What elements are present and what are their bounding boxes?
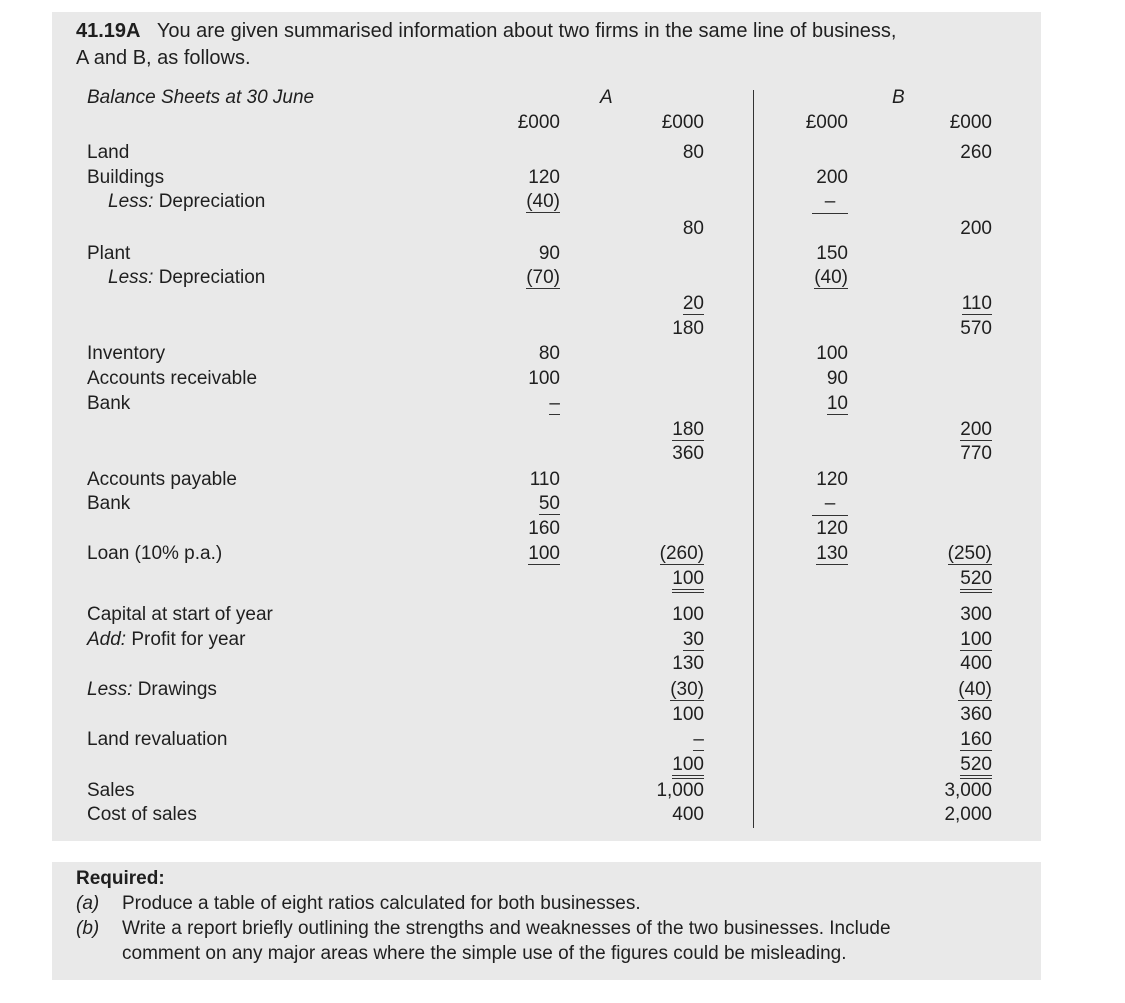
b1-plant-dep: (40) [814, 267, 848, 288]
a2-sales: 1,000 [656, 780, 704, 801]
question-intro-line1: You are given summarised information about two firms in the same line of business, [156, 20, 897, 42]
currency-b2: £000 [949, 112, 992, 133]
label-capital: Capital at start of year [87, 604, 273, 625]
a1-bank: – [549, 393, 560, 414]
b2-cost-of-sales: 2,000 [944, 804, 992, 825]
b2-plant-net: 110 [961, 293, 992, 314]
b2-land: 260 [960, 142, 992, 163]
b1-buildings-dep: – [812, 191, 848, 214]
a1-plant-dep: (70) [526, 267, 560, 288]
b1-cl-total: 120 [816, 518, 848, 539]
label-add-profit: Add: Profit for year [87, 629, 246, 650]
label-accounts-receivable: Accounts receivable [87, 368, 258, 389]
question-panel [52, 12, 1041, 841]
label-bank-2: Bank [87, 493, 131, 514]
b2-less-liabilities: (250) [947, 543, 992, 564]
required-b-marker: (b) [76, 918, 100, 939]
label-less-drawings: Less: Drawings [87, 679, 217, 700]
b2-sales: 3,000 [944, 780, 992, 801]
a2-net-assets: 100 [672, 568, 704, 593]
b2-sub1: 400 [960, 653, 992, 674]
label-accounts-payable: Accounts payable [87, 469, 237, 490]
a2-drawings: (30) [670, 679, 704, 700]
b2-revaluation: 160 [960, 729, 992, 750]
a1-loan: 100 [528, 543, 560, 564]
a1-payable: 110 [529, 469, 560, 490]
a2-capital: 100 [672, 604, 704, 625]
label-plant: Plant [87, 243, 131, 264]
question-number: 41.19A [76, 20, 141, 42]
b1-plant: 150 [816, 243, 848, 264]
a1-cl-total: 160 [528, 518, 560, 539]
b1-bank-od: – [812, 493, 848, 516]
label-land-revaluation: Land revaluation [87, 729, 228, 750]
a2-sub1: 130 [672, 653, 704, 674]
b1-receivable: 90 [826, 368, 848, 389]
a1-inventory: 80 [538, 343, 560, 364]
b2-fixed-total: 570 [960, 318, 992, 339]
a1-bank-od: 50 [538, 493, 560, 514]
required-a-text: Produce a table of eight ratios calculated for both businesses. [122, 893, 641, 914]
label-cost-of-sales: Cost of sales [87, 804, 197, 825]
b2-sub2: 360 [960, 704, 992, 725]
table-title: Balance Sheets at 30 June [87, 87, 315, 108]
question-heading [76, 20, 896, 42]
b1-loan: 130 [816, 543, 848, 564]
firm-b-header: B [892, 87, 905, 108]
a2-cost-of-sales: 400 [672, 804, 704, 825]
b1-inventory: 100 [816, 343, 848, 364]
a1-plant: 90 [538, 243, 560, 264]
required-b-text-line1: Write a report briefly outlining the strengths and weaknesses of the two businesses. Include [122, 918, 891, 939]
label-land: Land [87, 142, 130, 163]
b1-bank: 10 [826, 393, 848, 414]
label-less-depreciation-2: Less: Depreciation [108, 267, 266, 288]
a2-total: 360 [672, 443, 704, 464]
a2-current-total: 180 [672, 419, 704, 440]
a2-buildings-net: 80 [682, 218, 704, 239]
a2-plant-net: 20 [682, 293, 704, 314]
a2-profit: 30 [682, 629, 704, 650]
b1-buildings: 200 [816, 167, 848, 188]
label-sales: Sales [87, 780, 135, 801]
b2-current-total: 200 [960, 419, 992, 440]
firm-a-header: A [600, 87, 613, 108]
b2-final: 520 [960, 754, 992, 779]
b2-buildings-net: 200 [960, 218, 992, 239]
b2-capital: 300 [960, 604, 992, 625]
currency-a1: £000 [517, 112, 560, 133]
required-heading: Required: [76, 868, 165, 889]
label-buildings: Buildings [87, 167, 165, 188]
b2-net-assets: 520 [960, 568, 992, 593]
a2-final: 100 [672, 754, 704, 779]
b1-payable: 120 [816, 469, 848, 490]
label-bank-1: Bank [87, 393, 131, 414]
a2-less-liabilities: (260) [659, 543, 704, 564]
a2-land: 80 [682, 142, 704, 163]
a2-revaluation: – [693, 729, 704, 750]
label-loan: Loan (10% p.a.) [87, 543, 223, 564]
question-intro-line2: A and B, as follows. [76, 47, 251, 69]
a1-receivable: 100 [528, 368, 560, 389]
currency-a2: £000 [661, 112, 704, 133]
a1-buildings-dep: (40) [526, 191, 560, 212]
required-a-marker: (a) [76, 893, 100, 914]
label-less-depreciation-1: Less: Depreciation [108, 191, 266, 212]
label-inventory: Inventory [87, 343, 166, 364]
required-b-text-line2: comment on any major areas where the simple use of the figures could be misleading. [122, 943, 847, 964]
a2-sub2: 100 [672, 704, 704, 725]
currency-b1: £000 [805, 112, 848, 133]
b2-profit: 100 [960, 629, 992, 650]
a1-buildings: 120 [528, 167, 560, 188]
column-divider [753, 90, 754, 828]
a2-fixed-total: 180 [672, 318, 704, 339]
b2-total: 770 [960, 443, 992, 464]
b2-drawings: (40) [958, 679, 992, 700]
